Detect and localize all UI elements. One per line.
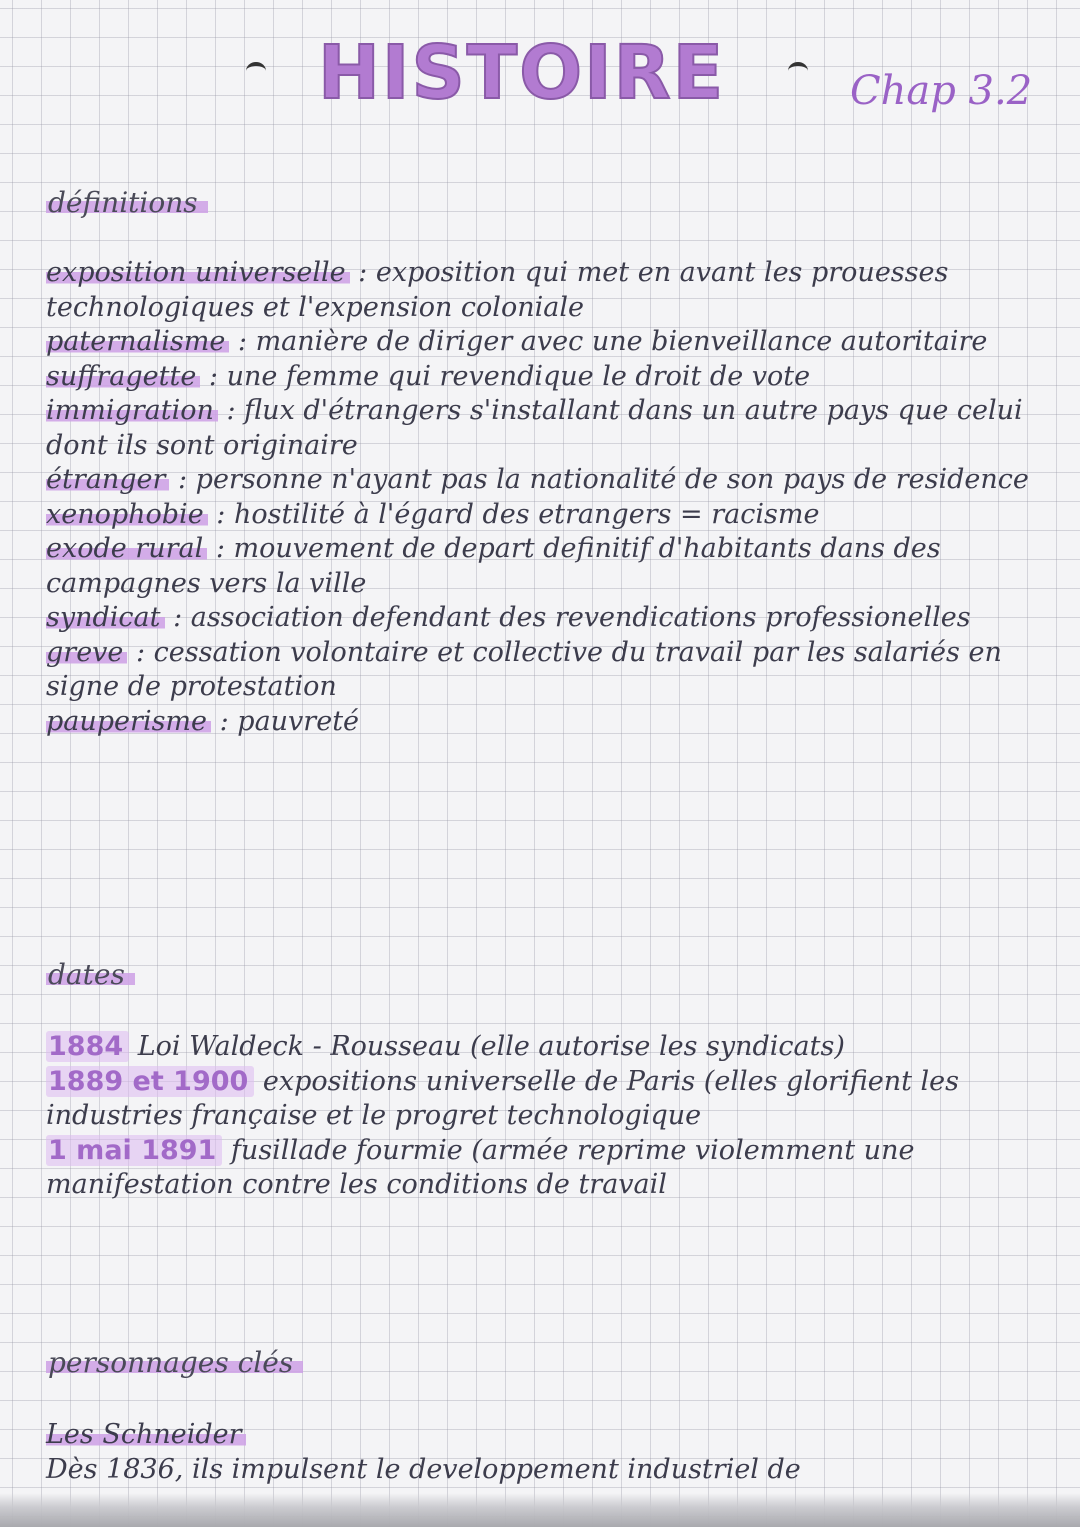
character-entry [46,1418,1066,1453]
binder-hole [788,62,808,80]
definition-entry: pauperisme : pauvreté [46,705,360,737]
definition-entry: exposition universelle : exposition qui met en avant les prouesses technologiques et l'expension coloniale [46,257,949,323]
definition-term: exposition universelle [46,257,350,288]
definition-text: pauvreté [237,705,360,737]
date-label: 1889 et 1900 [46,1066,254,1097]
dates-list [46,1030,1066,1203]
definition-term: exode rural [46,533,207,564]
definition-entry: étranger : personne n'ayant pas la nationalité de son pays de residence [46,464,1029,495]
definition-entry: syndicat : association defendant des revendications professionelles [46,602,971,633]
definition-text: mouvement de depart definitif d'habitants dans des campagnes vers la ville [46,533,941,599]
date-label: 1884 [46,1031,129,1062]
date-entry [46,1065,1066,1134]
characters-list [46,1418,1066,1487]
definition-text: flux d'étrangers s'installant dans un autre pays que celui dont ils sont originaire [46,395,1023,461]
definition-entry: suffragette : une femme qui revendique le droit de vote [46,360,811,392]
definition-entry: greve : cessation volontaire et collective du travail par les salariés en signe de protestation [46,636,1002,702]
character-entry [46,1453,1066,1488]
definition-term: suffragette [46,361,200,392]
definition-entry: xenophobie : hostilité à l'égard des etrangers = racisme [46,498,820,530]
definition-text: cessation volontaire et collective du travail par les salariés en signe de protestation [46,636,1002,702]
page-bottom-edge [0,1493,1080,1527]
character-name: Les Schneider [46,1419,246,1450]
definition-entry: paternalisme : manière de diriger avec une bienveillance autoritaire [46,326,988,357]
definition-term: étranger [46,464,169,495]
date-entry [46,1134,1066,1203]
date-text: Loi Waldeck - Rousseau (elle autorise les syndicats) [137,1031,845,1062]
definition-text: association defendant des revendications professionelles [190,602,971,633]
section-heading-dates: dates [46,958,135,991]
definition-text: personne n'ayant pas la nationalité de son pays de residence [195,464,1029,495]
section-heading-characters: personnages clés [46,1346,303,1379]
definition-text: manière de diriger avec une bienveillance autoritaire [255,326,988,357]
character-text: Dès 1836, ils impulsent le developpement industriel de [46,1453,801,1485]
date-label: 1 mai 1891 [46,1135,222,1166]
definition-text: exposition qui met en avant les prouesses technologiques et l'expension coloniale [46,257,949,323]
date-text: fusillade fourmie (armée reprime violemment une manifestation contre les conditions de travail [46,1134,915,1200]
definition-term: immigration [46,395,218,426]
definition-text: hostilité à l'égard des etrangers = racisme [233,498,820,530]
definition-term: syndicat [46,602,165,633]
definition-term: xenophobie [46,499,208,530]
definition-term: greve [46,637,127,668]
date-entry [46,1030,1066,1065]
definition-term: paternalisme [46,326,229,357]
definitions-list [46,256,1066,739]
section-heading-definitions: définitions [46,186,208,219]
binder-hole [246,62,266,80]
definition-term: pauperisme [46,706,211,737]
definition-entry: immigration : flux d'étrangers s'installant dans un autre pays que celui dont ils sont originaire [46,395,1023,461]
date-text: expositions universelle de Paris (elles glorifient les industries française et le progret technologique [46,1065,959,1131]
chapter-label: Chap 3.2 [850,68,1033,114]
definition-text: une femme qui revendique le droit de vote [226,360,811,392]
definition-entry: exode rural : mouvement de depart definitif d'habitants dans des campagnes vers la ville [46,533,941,599]
page-title: HISTOIRE [318,30,726,116]
